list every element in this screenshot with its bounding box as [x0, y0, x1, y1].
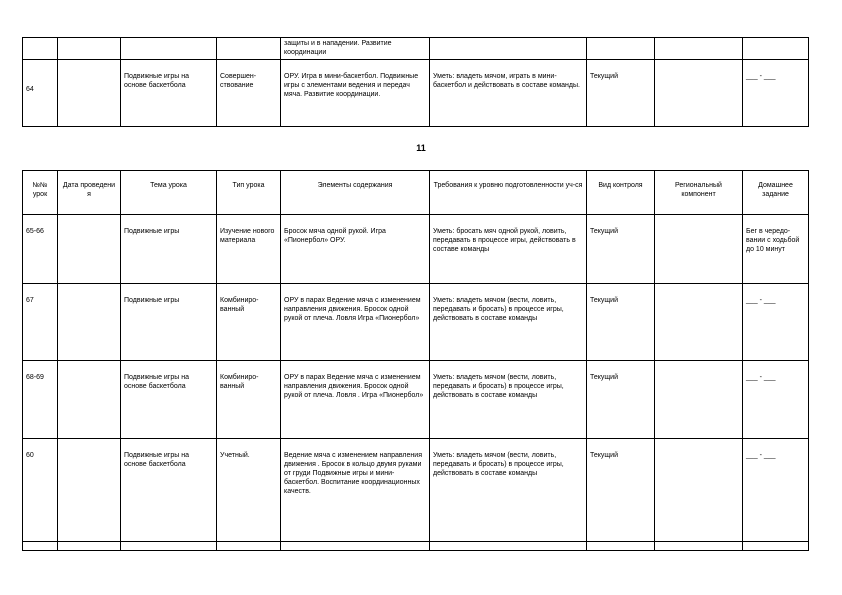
header-lesson-number: №№ урок	[23, 171, 58, 215]
cell-type: Комбиниро-ванный	[217, 361, 281, 439]
cell-type: Комбиниро-ванный	[217, 284, 281, 361]
cell-content: защиты и в нападении. Развитие координации	[281, 38, 430, 60]
header-control: Вид контроля	[587, 171, 655, 215]
cell-requirements: Уметь: владеть мячом, играть в мини-баскетбол и действовать в составе команды.	[430, 60, 587, 127]
lesson-plan-table	[22, 170, 809, 551]
cell-date	[58, 361, 121, 439]
cell-homework: ___ - ___	[743, 361, 809, 439]
cell-lesson-number: 60	[23, 439, 58, 542]
cell-control: Текущий	[587, 60, 655, 127]
cell-topic: Подвижные игры на основе баскетбола	[121, 439, 217, 542]
cell-lesson-number: 64	[23, 60, 58, 127]
cell-date	[58, 215, 121, 284]
previous-page-table	[22, 37, 809, 127]
cell-regional	[655, 284, 743, 361]
cell-requirements: Уметь: владеть мячом (вести, ловить, передавать и бросать) в процессе игры, действовать в составе команды	[430, 439, 587, 542]
cell-topic: Подвижные игры на основе баскетбола	[121, 361, 217, 439]
cell-regional	[655, 215, 743, 284]
cell-date	[58, 284, 121, 361]
header-requirements: Требования к уровню подготовленности уч-ся	[430, 171, 587, 215]
cell-content: ОРУ. Игра в мини-баскетбол. Подвижные игры с элементами ведения и передач мяча. Развитие координации.	[281, 60, 430, 127]
cell-content: Ведение мяча с изменением направления движения . Бросок в кольцо двумя руками от груди Подвижные игры и мини-баскетбол. Воспитание координационных качеств.	[281, 439, 430, 542]
table-row	[23, 215, 809, 284]
cell-date	[58, 60, 121, 127]
cell-homework: ___ - ___	[743, 439, 809, 542]
table-header-row	[23, 171, 809, 215]
cell-homework: ___ - ___	[743, 60, 809, 127]
cell-requirements: Уметь: бросать мяч одной рукой, ловить, передавать в процессе игры, действовать в составе команды	[430, 215, 587, 284]
cell-content: Бросок мяча одной рукой. Игра «Пионербол» ОРУ.	[281, 215, 430, 284]
cell-content: ОРУ в парах Ведение мяча с изменением направления движения. Бросок одной рукой от плеча. Ловля . Игра «Пионербол»	[281, 361, 430, 439]
cell-regional	[655, 361, 743, 439]
header-topic: Тема урока	[121, 171, 217, 215]
table-row	[23, 361, 809, 439]
cell-lesson-number: 65-66	[23, 215, 58, 284]
cell-type: Совершен-ствование	[217, 60, 281, 127]
header-homework: Домашнее задание	[743, 171, 809, 215]
cell-homework: ___ - ___	[743, 284, 809, 361]
cell-type: Учетный.	[217, 439, 281, 542]
page-number: 11	[416, 143, 426, 153]
cell-requirements: Уметь: владеть мячом (вести, ловить, передавать и бросать) в процессе игры, действовать в составе команды	[430, 284, 587, 361]
cell-control: Текущий	[587, 439, 655, 542]
cell-topic: Подвижные игры	[121, 215, 217, 284]
cell-topic: Подвижные игры на основе баскетбола	[121, 60, 217, 127]
table-row	[23, 284, 809, 361]
cell-regional	[655, 439, 743, 542]
continued-row	[23, 38, 809, 60]
cell-topic: Подвижные игры	[121, 284, 217, 361]
cell-content: ОРУ в парах Ведение мяча с изменением направления движения. Бросок одной рукой от плеча. Ловля Игра «Пионербол»	[281, 284, 430, 361]
cell-regional	[655, 60, 743, 127]
table-row	[23, 439, 809, 542]
cell-type: Изучение нового материала	[217, 215, 281, 284]
header-type: Тип урока	[217, 171, 281, 215]
table-row	[23, 60, 809, 127]
empty-row	[23, 542, 809, 551]
cell-lesson-number: 68-69	[23, 361, 58, 439]
header-regional: Региональный компонент	[655, 171, 743, 215]
header-content: Элементы содержания	[281, 171, 430, 215]
cell-control: Текущий	[587, 361, 655, 439]
cell-control: Текущий	[587, 284, 655, 361]
cell-date	[58, 439, 121, 542]
cell-control: Текущий	[587, 215, 655, 284]
cell-requirements: Уметь: владеть мячом (вести, ловить, передавать и бросать) в процессе игры, действовать в составе команды	[430, 361, 587, 439]
cell-lesson-number: 67	[23, 284, 58, 361]
cell-homework: Бег в чередо-вании с ходьбой до 10 минут	[743, 215, 809, 284]
header-date: Дата проведени я	[58, 171, 121, 215]
